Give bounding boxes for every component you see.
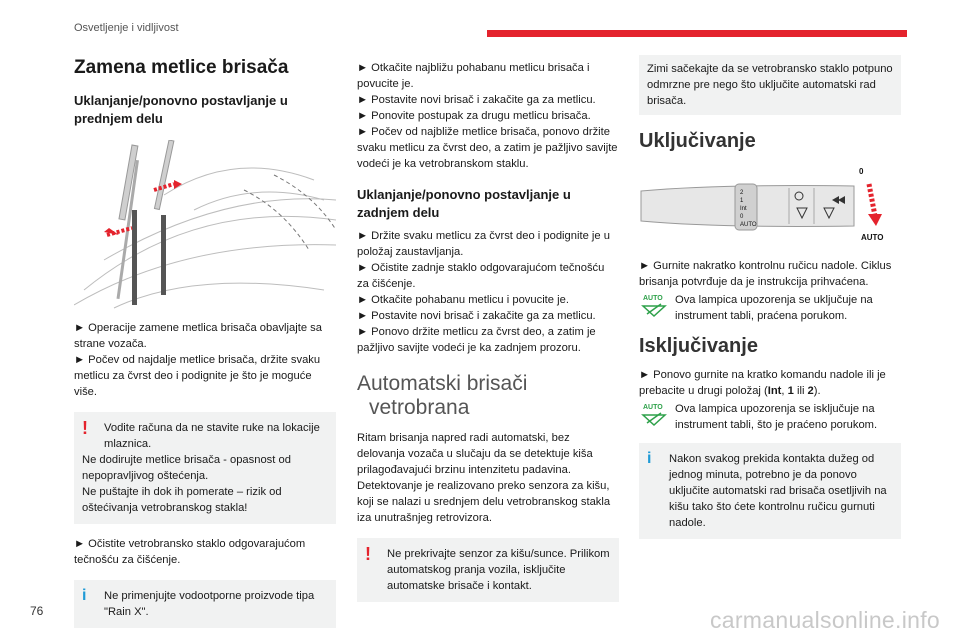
- heading-wiper-replacement: Zamena metlice brisača: [74, 57, 289, 78]
- info-text: Ne primenjujte vodootporne proizvode tipa "Rain X".: [104, 590, 315, 618]
- indicator-off-text: Ova lampica upozorenja se isključuje na instrument tabli, što je praćeno porukom.: [675, 403, 878, 431]
- switch-off-1: 1: [787, 385, 794, 397]
- heading-switching-on: Uključivanje: [639, 130, 756, 152]
- warning-exclamation-icon: !: [365, 544, 371, 564]
- rear-step-5: ► Ponovo držite metlicu za čvrst deo, a zatim je pažljivo savijte vodeći je ka zadnjem prozoru.: [357, 326, 596, 354]
- rear-step-1: ► Držite svaku metlicu za čvrst deo i podignite je u položaj zaustavljanja.: [357, 230, 610, 258]
- lever-pos-int: Int: [740, 206, 747, 212]
- info-icon: i: [647, 450, 652, 467]
- auto-wiper-lamp-icon: [639, 401, 669, 427]
- front-step-2: ► Počev od najdalje metlice brisača, držite svaku metlicu za čvrst deo i podignite je što je moguće više.: [74, 354, 321, 398]
- warning-line-1: Vodite računa da ne stavite ruke na lokacije mlaznica.: [104, 422, 320, 450]
- front-step-3: ► Očistite vetrobransko staklo odgovarajućom tečnošću za čišćenje.: [74, 538, 306, 566]
- column-2: [357, 60, 619, 602]
- front-step-6: ► Ponovite postupak za drugu metlicu brisača.: [357, 110, 591, 122]
- lever-pos-2: 2: [740, 190, 744, 196]
- info-icon: i: [82, 587, 87, 604]
- rear-step-4: ► Postavite novi brisač i zakačite ga za metlicu.: [357, 310, 596, 322]
- rear-step-2: ► Očistite zadnje staklo odgovarajućom tečnošću za čišćenje.: [357, 262, 605, 290]
- lever-label-auto: AUTO: [861, 233, 884, 242]
- switch-off-sep-2: ili: [793, 385, 808, 397]
- front-wiper-illustration: [74, 140, 336, 310]
- auto-wiper-lamp-icon: [639, 292, 669, 318]
- front-step-1: ► Operacije zamene metlica brisača obavljajte sa strane vozača.: [74, 322, 322, 350]
- indicator-off-row: [639, 401, 901, 433]
- switch-off-sep-1: ,: [781, 385, 788, 397]
- heading-switching-off: Isključivanje: [639, 335, 758, 357]
- warning-exclamation-icon: !: [82, 418, 88, 438]
- automatic-wipers-description: Ritam brisanja napred radi automatski, bez delovanja vozača u slučaju da se detektuje kiša prilagođavajući brzinu intenzitetu padavina. Detektovanje je realizovano preko senzora za kišu, koji se nalazi u srednjem delu vetrobranskog stakla iza unutrašnjeg retrovizora.: [357, 432, 611, 524]
- subheading-rear: Uklanjanje/ponovno postavljanje u zadnjem delu: [357, 187, 571, 220]
- switch-off-2: 2: [807, 385, 814, 397]
- switch-off-text: ► Ponovo gurnite na kratko komandu nadole ili je prebacite u drugi položaj (: [639, 369, 886, 397]
- subheading-front: Uklanjanje/ponovno postavljanje u prednjem delu: [74, 93, 288, 126]
- page-number: 76: [30, 604, 44, 618]
- automatic-wipers-title-line-2: vetrobrana: [369, 396, 470, 419]
- front-step-7: ► Počev od najbliže metlice brisača, ponovo držite svaku metlicu za čvrst deo, a zatim je pažljivo savijte vodeći je ka vetrobranskom staklu.: [357, 126, 618, 170]
- lever-pos-auto: AUTO: [740, 222, 757, 228]
- header-red-bar: [487, 30, 907, 37]
- watermark: carmanualsonline.info: [709, 607, 940, 633]
- section-header-title: Osvetljenje i vidljivost: [74, 22, 179, 34]
- info-box-reactivate: [639, 443, 901, 539]
- indicator-on-text: Ova lampica upozorenja se uključuje na instrument tabli, praćena porukom.: [675, 294, 873, 322]
- front-step-4: ► Otkačite najbližu pohabanu metlicu brisača i povucite je.: [357, 62, 590, 90]
- switch-off-end: ).: [813, 385, 821, 397]
- warning-box-nozzles: [74, 412, 336, 524]
- column-3: [639, 55, 901, 539]
- switch-off-int: Int: [767, 385, 782, 397]
- winter-note-box: Zimi sačekajte da se vetrobransko staklo potpuno odmrzne pre nego što uključite automatski rad brisača.: [639, 55, 901, 115]
- lever-pos-1: 1: [740, 198, 744, 204]
- warning-box-sensor: [357, 538, 619, 602]
- front-step-5: ► Postavite novi brisač i zakačite ga za metlicu.: [357, 94, 596, 106]
- automatic-wipers-title: [357, 372, 619, 420]
- automatic-wipers-title-line-1: Automatski brisači: [357, 372, 528, 395]
- info-box-rain-x: [74, 580, 336, 628]
- switch-on-instruction: ► Gurnite nakratko kontrolnu ručicu nadole. Ciklus brisanja potvrđuje da je instrukcija prihvaćena.: [639, 260, 892, 288]
- warning-line-2: Ne dodirujte metlice brisača - opasnost od nepopravljivog oštećenja.: [82, 454, 291, 482]
- indicator-on-row: [639, 292, 901, 324]
- auto-lamp-text: AUTO: [643, 295, 663, 302]
- switch-off-instruction: [639, 367, 901, 399]
- lever-label-0: 0: [859, 167, 864, 176]
- rear-step-3: ► Otkačite pohabanu metlicu i povucite je.: [357, 294, 569, 306]
- column-1: [74, 55, 336, 628]
- wiper-lever-illustration: [639, 166, 901, 246]
- info-reactivate-text: Nakon svakog prekida kontakta dužeg od jednog minuta, potrebno je da ponovo uključite automatski rad brisača osetljivih na kišu tako što ćete kontrolnu ručicu gurnuti nadole.: [669, 453, 887, 529]
- auto-lamp-text: AUTO: [643, 404, 663, 411]
- warning-line-3: Ne puštajte ih dok ih pomerate – rizik od oštećivanja vetrobranskog stakla!: [82, 486, 282, 514]
- lever-pos-0: 0: [740, 214, 744, 220]
- warning-sensor-text: Ne prekrivajte senzor za kišu/sunce. Prilikom automatskog pranja vozila, isključite automatske brisače i kontakt.: [387, 548, 610, 592]
